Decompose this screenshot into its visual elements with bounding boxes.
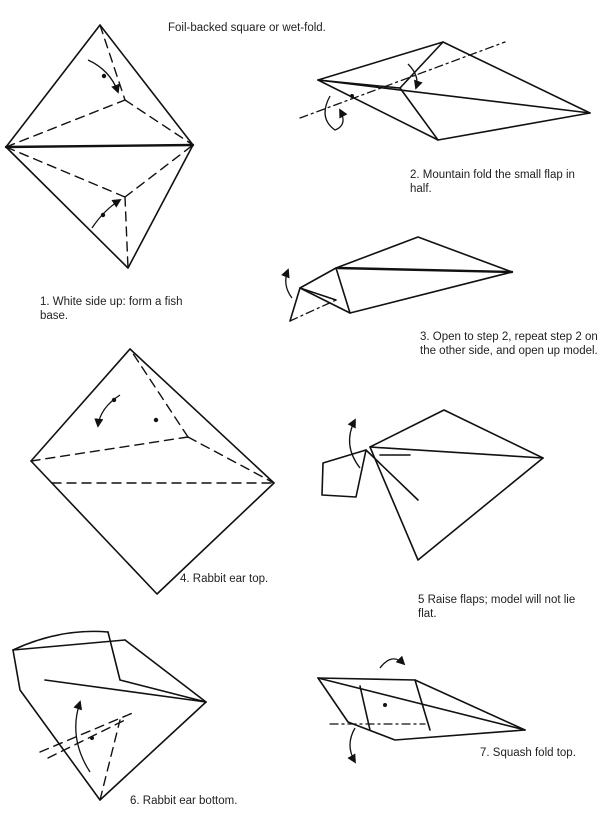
step-5-caption: 5 Raise flaps; model will not lie flat.	[418, 594, 576, 620]
step-6-caption: 6. Rabbit ear bottom.	[130, 795, 238, 807]
step-2-caption: 2. Mountain fold the small flap in half.	[410, 169, 575, 195]
step-4-caption: 4. Rabbit ear top.	[180, 573, 269, 585]
header-note: Foil-backed square or wet-fold.	[168, 22, 326, 34]
step-1-diagram	[6, 25, 193, 268]
step-4-diagram	[31, 349, 274, 594]
step-3-caption: 3. Open to step 2, repeat step 2 on the other side, and open up model.	[420, 331, 598, 357]
step-6-diagram	[13, 631, 206, 800]
step-2-diagram	[300, 42, 590, 140]
step-7-caption: 7. Squash fold top.	[480, 747, 576, 759]
step-5-diagram	[322, 410, 543, 560]
step-3-diagram	[286, 237, 512, 321]
step-1-caption: 1. White side up: form a fish base.	[40, 296, 183, 322]
